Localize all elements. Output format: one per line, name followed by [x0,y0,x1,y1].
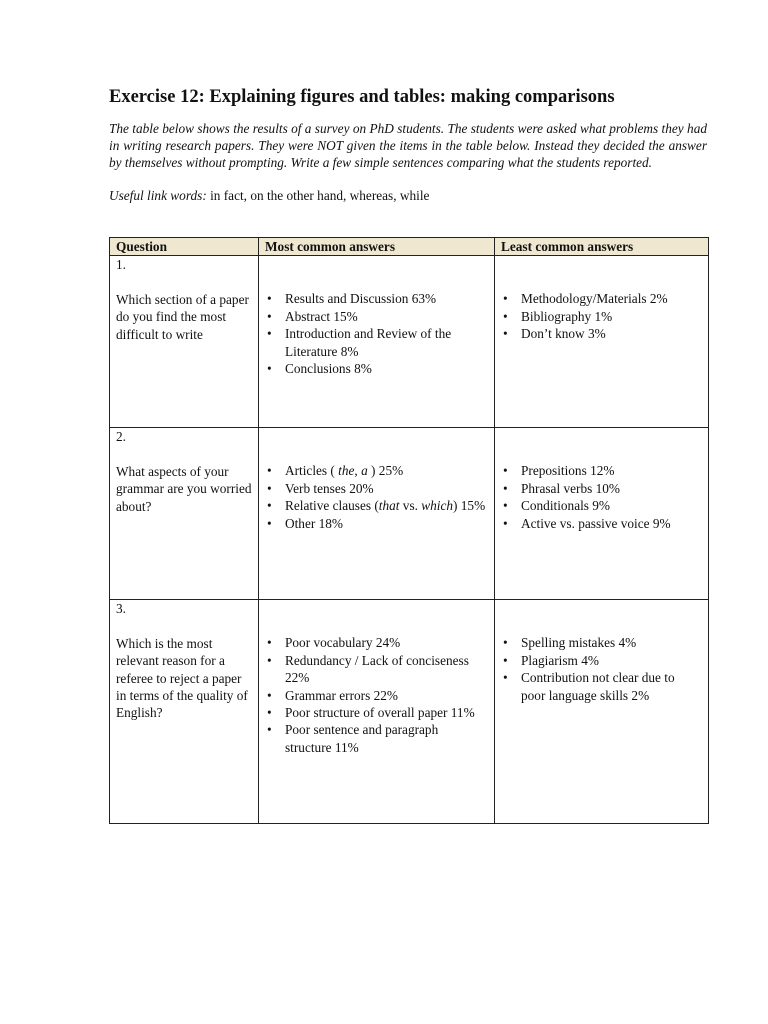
header-question: Question [110,238,259,256]
header-most-common: Most common answers [259,238,495,256]
list-item: • Methodology/Materials 2% [501,290,702,307]
list-item: • Bibliography 1% [501,308,702,325]
least-common-cell [495,256,709,428]
table-row [110,600,709,824]
list-item: • Abstract 15% [265,308,488,325]
exercise-instructions: The table below shows the results of a survey on PhD students. The students were asked what problems they had in writing research papers. They were NOT given the items in the table below. Instead they decided the answer by themselves without prompting. Write a few simple sentences comparing what the students reported. [109,121,707,170]
most-common-cell [259,256,495,428]
least-common-cell [495,428,709,600]
survey-table [109,237,709,824]
question-text: Which is the most relevant reason for a referee to reject a paper in terms of the quality of English? [116,635,248,721]
list-item: • Introduction and Review of the Literature 8% [265,325,488,360]
exercise-title: Exercise 12: Explaining figures and tables: making comparisons [109,87,615,107]
table-row [110,428,709,600]
list-item: • Poor vocabulary 24% [265,634,488,651]
most-common-list [265,290,488,377]
list-item: • Spelling mistakes 4% [501,634,702,651]
list-item: • Articles ( the, a ) 25% [265,462,488,479]
most-common-cell [259,428,495,600]
useful-link-words [109,187,707,204]
list-item: • Results and Discussion 63% [265,290,488,307]
table-header-row [110,238,709,256]
table-row [110,256,709,428]
most-common-list [265,462,488,532]
question-number: 2. [116,429,126,445]
list-item: • Conditionals 9% [501,497,702,514]
list-item: • Phrasal verbs 10% [501,480,702,497]
least-common-cell [495,600,709,824]
least-common-list [501,462,702,532]
document-page [109,86,707,824]
link-words-label: Useful link words: [109,188,207,203]
list-item: • Poor sentence and paragraph structure 11% [265,721,488,756]
question-cell [110,256,259,428]
least-common-list [501,634,702,704]
list-item: • Conclusions 8% [265,360,488,377]
most-common-cell [259,600,495,824]
question-number: 1. [116,257,126,273]
question-text: What aspects of your grammar are you worried about? [116,463,252,514]
list-item: • Redundancy / Lack of conciseness 22% [265,652,488,687]
list-item: • Verb tenses 20% [265,480,488,497]
list-item: • Poor structure of overall paper 11% [265,704,488,721]
question-text: Which section of a paper do you find the most difficult to write [116,291,249,342]
question-cell [110,428,259,600]
list-item: • Active vs. passive voice 9% [501,515,702,532]
list-item: • Other 18% [265,515,488,532]
list-item: • Contribution not clear due to poor language skills 2% [501,669,702,704]
header-least-common: Least common answers [495,238,709,256]
question-cell [110,600,259,824]
list-item: • Relative clauses (that vs. which) 15% [265,497,488,514]
question-number: 3. [116,601,126,617]
most-common-list [265,634,488,756]
least-common-list [501,290,702,342]
link-words-list: in fact, on the other hand, whereas, while [206,188,430,203]
list-item: • Don’t know 3% [501,325,702,342]
list-item: • Plagiarism 4% [501,652,702,669]
list-item: • Prepositions 12% [501,462,702,479]
list-item: • Grammar errors 22% [265,687,488,704]
